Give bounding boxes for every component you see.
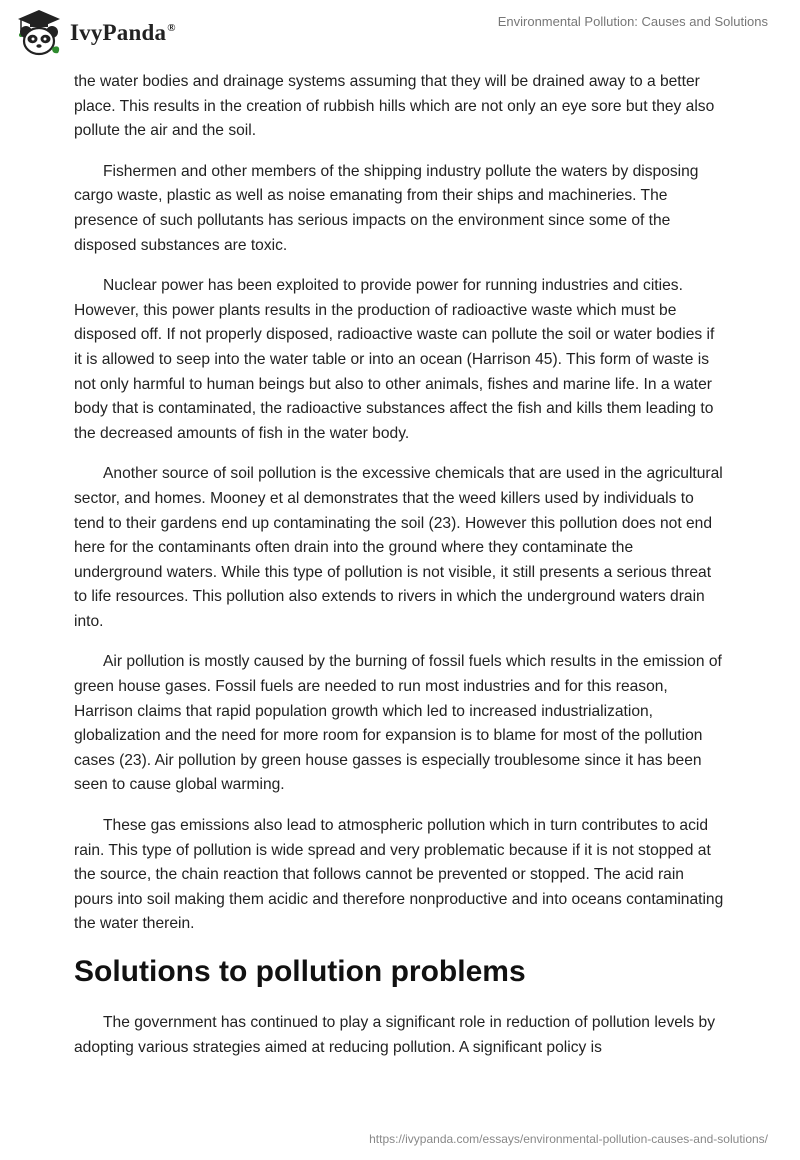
- brand-name: IvyPanda®: [70, 20, 176, 45]
- body-paragraph: Another source of soil pollution is the excessive chemicals that are used in the agricultural sector, and homes. Mooney et al demonstrates that the weed killers used by individuals to tend to their gardens end up contaminating the soil (23). However this pollution does not end here for the contaminants often drain into the ground where they contaminate the underground waters. While this type of pollution is not visible, it still presents a serious threat to life resources. This pollution also extends to rivers in which the underground waters drain into.: [74, 465, 723, 630]
- registered-mark: ®: [167, 22, 176, 34]
- body-paragraph: Air pollution is mostly caused by the burning of fossil fuels which results in the emission of green house gases. Fossil fuels are needed to run most industries and for this reason, Harrison claims that rapid population growth which led to increased industrialization, globalization and the need for more room for expansion is to blame for most of the pollution cases (23). Air pollution by green house gasses is especially troublesome since it has been seen to cause global warming.: [74, 653, 722, 794]
- essay-content: [74, 70, 724, 1076]
- document-title: Environmental Pollution: Causes and Solutions: [497, 14, 768, 29]
- ivypanda-logo[interactable]: [14, 8, 176, 58]
- body-paragraph: These gas emissions also lead to atmospheric pollution which in turn contributes to acid rain. This type of pollution is wide spread and very problematic because if it is not stopped at the source, the chain reaction that follows cannot be prevented or stopped. The acid rain pours into soil making them acidic and therefore nonproductive and into oceans contaminating the water therein.: [74, 817, 724, 933]
- body-paragraph: Nuclear power has been exploited to provide power for running industries and cities. However, this power plants results in the production of radioactive waste which must be disposed off. If not properly disposed, radioactive waste can pollute the soil or water bodies if it is allowed to seep into the water table or into an ocean (Harrison 45). This form of waste is not only harmful to human beings but also to other animals, fishes and marine life. In a water body that is contaminated, the radioactive substances affect the fish and kills them leading to the decreased amounts of fish in the water body.: [74, 277, 715, 442]
- section-heading: Solutions to pollution problems: [74, 955, 526, 988]
- panda-graduate-icon: [14, 8, 64, 58]
- source-url-link[interactable]: https://ivypanda.com/essays/environmental-pollution-causes-and-solutions/: [369, 1132, 768, 1146]
- body-paragraph: Fishermen and other members of the shipping industry pollute the waters by disposing cargo waste, plastic as well as noise emanating from their ships and machineries. The presence of such pollutants has serious impacts on the environment since some of the disposed substances are toxic.: [74, 162, 699, 254]
- body-paragraph: the water bodies and drainage systems assuming that they will be drained away to a better place. This results in the creation of rubbish hills which are not only an eye sore but they also pollute the air and the soil.: [74, 73, 715, 140]
- page-header: [0, 0, 800, 70]
- body-paragraph: The government has continued to play a significant role in reduction of pollution levels by adopting various strategies aimed at reducing pollution. A significant policy is: [74, 1014, 715, 1056]
